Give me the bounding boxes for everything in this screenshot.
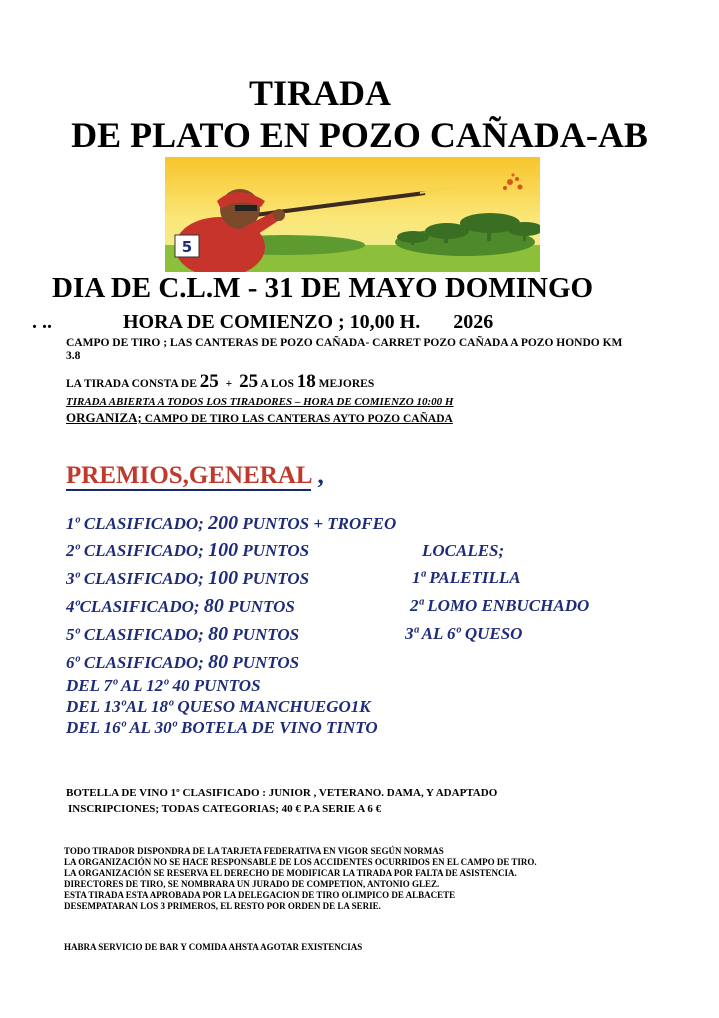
rules-notes xyxy=(64,846,624,912)
prize-5 xyxy=(66,623,299,646)
prizes-heading xyxy=(66,462,324,490)
locales-item-2: 2ª LOMO ENBUCHADO xyxy=(410,596,590,615)
locales-item-1: 1ª PALETILLA xyxy=(412,568,521,587)
organizer-text: CAMPO DE TIRO LAS CANTERAS AYTO POZO CAÑADA xyxy=(144,413,453,425)
prize-points: 200 xyxy=(208,512,239,534)
registration-fees: INSCRIPCIONES; TODAS CATEGORIAS; 40 € P.A SERIE A 6 € xyxy=(68,803,382,815)
prize-position: 6º CLASIFICADO; xyxy=(66,653,204,672)
note-line: DESEMPATARAN LOS 3 PRIMEROS, EL RESTO POR ORDEN DE LA SERIE. xyxy=(64,901,381,911)
format-n1: 25 xyxy=(199,371,219,392)
prize-rest: PUNTOS xyxy=(228,597,295,616)
format-n3: 18 xyxy=(296,371,316,392)
shooter-banner-image xyxy=(165,157,540,272)
prize-2 xyxy=(66,539,309,562)
tirada-format xyxy=(66,371,374,393)
prize-points: 80 xyxy=(208,623,229,645)
bib-number: 5 xyxy=(181,238,193,256)
prize-points: 80 xyxy=(203,595,224,617)
note-line: ESTA TIRADA ESTA APROBADA POR LA DELEGACION DE TIRO OLIMPICO DE ALBACETE xyxy=(64,890,456,900)
prize-7-12: DEL 7º AL 12º 40 PUNTOS xyxy=(66,676,261,695)
start-time-row xyxy=(32,311,493,334)
prize-4 xyxy=(66,595,295,618)
bar-service-note: HABRA SERVICIO DE BAR Y COMIDA AHSTA AGOTAR EXISTENCIAS xyxy=(64,942,363,952)
format-plus: + xyxy=(225,378,233,390)
format-mid: A LOS xyxy=(260,378,294,390)
decorative-dots: . .. xyxy=(32,311,52,333)
prize-position: 3º CLASIFICADO; xyxy=(66,569,204,588)
prize-position: 5º CLASIFICADO; xyxy=(66,625,204,644)
note-line: TODO TIRADOR DISPONDRA DE LA TARJETA FEDERATIVA EN VIGOR SEGÚN NORMAS xyxy=(64,846,444,856)
prize-points: 80 xyxy=(208,651,229,673)
locales-item-3: 3ª AL 6º QUESO xyxy=(405,624,523,643)
note-line: LA ORGANIZACIÓN SE RESERVA EL DERECHO DE MODIFICAR LA TIRADA POR FALTA DE ASISTENCIA. xyxy=(64,868,517,878)
prizes-title: PREMIOS,GENERAL xyxy=(66,462,312,489)
prizes-comma: , xyxy=(317,462,324,489)
prize-6 xyxy=(66,651,299,674)
title-line-2: DE PLATO EN POZO CAÑADA-AB xyxy=(71,115,648,155)
format-suffix: MEJORES xyxy=(318,378,375,390)
event-date: DIA DE C.L.M - 31 DE MAYO DOMINGO xyxy=(52,272,594,304)
format-prefix: LA TIRADA CONSTA DE xyxy=(66,378,197,390)
note-line: DIRECTORES DE TIRO, SE NOMBRARA UN JURADO DE COMPETION, ANTONIO GLEZ. xyxy=(64,879,440,889)
locales-title: LOCALES; xyxy=(422,541,505,560)
prize-rest: PUNTOS xyxy=(242,569,310,588)
prize-position: 2º CLASIFICADO; xyxy=(66,541,204,560)
open-tirada-note: TIRADA ABIERTA A TODOS LOS TIRADORES – HORA DE COMIENZO 10:00 H xyxy=(66,396,454,408)
prize-1 xyxy=(66,512,396,535)
prize-position: 4ºCLASIFICADO; xyxy=(66,597,200,616)
prize-points: 100 xyxy=(208,539,239,561)
prize-13-18: DEL 13ºAL 18º QUESO MANCHUEGO1K xyxy=(66,697,371,716)
organizer xyxy=(66,410,453,426)
prize-3 xyxy=(66,567,309,590)
note-line: LA ORGANIZACIÓN NO SE HACE RESPONSABLE DE LOS ACCIDENTES OCURRIDOS EN EL CAMPO DE TIRO. xyxy=(64,857,537,867)
event-year: 2026 xyxy=(453,311,494,333)
prize-rest: PUNTOS + TROFEO xyxy=(242,514,397,533)
prize-16-30: DEL 16º AL 30º BOTELA DE VINO TINTO xyxy=(66,718,378,737)
start-time: HORA DE COMIENZO ; 10,00 H. xyxy=(123,311,421,333)
prize-points: 100 xyxy=(208,567,239,589)
prize-rest: PUNTOS xyxy=(232,653,300,672)
wine-bottle-note: BOTELLA DE VINO 1º CLASIFICADO : JUNIOR , VETERANO. DAMA, Y ADAPTADO xyxy=(66,787,498,799)
prize-position: 1º CLASIFICADO; xyxy=(66,514,204,533)
format-n2: 25 xyxy=(239,371,259,392)
organizer-label: ORGANIZA; xyxy=(66,410,142,425)
prize-rest: PUNTOS xyxy=(232,625,300,644)
prize-rest: PUNTOS xyxy=(242,541,310,560)
venue-address: CAMPO DE TIRO ; LAS CANTERAS DE POZO CAÑADA- CARRET POZO CAÑADA A POZO HONDO KM 3.8 xyxy=(66,337,623,362)
title-line-1: TIRADA xyxy=(248,73,391,113)
